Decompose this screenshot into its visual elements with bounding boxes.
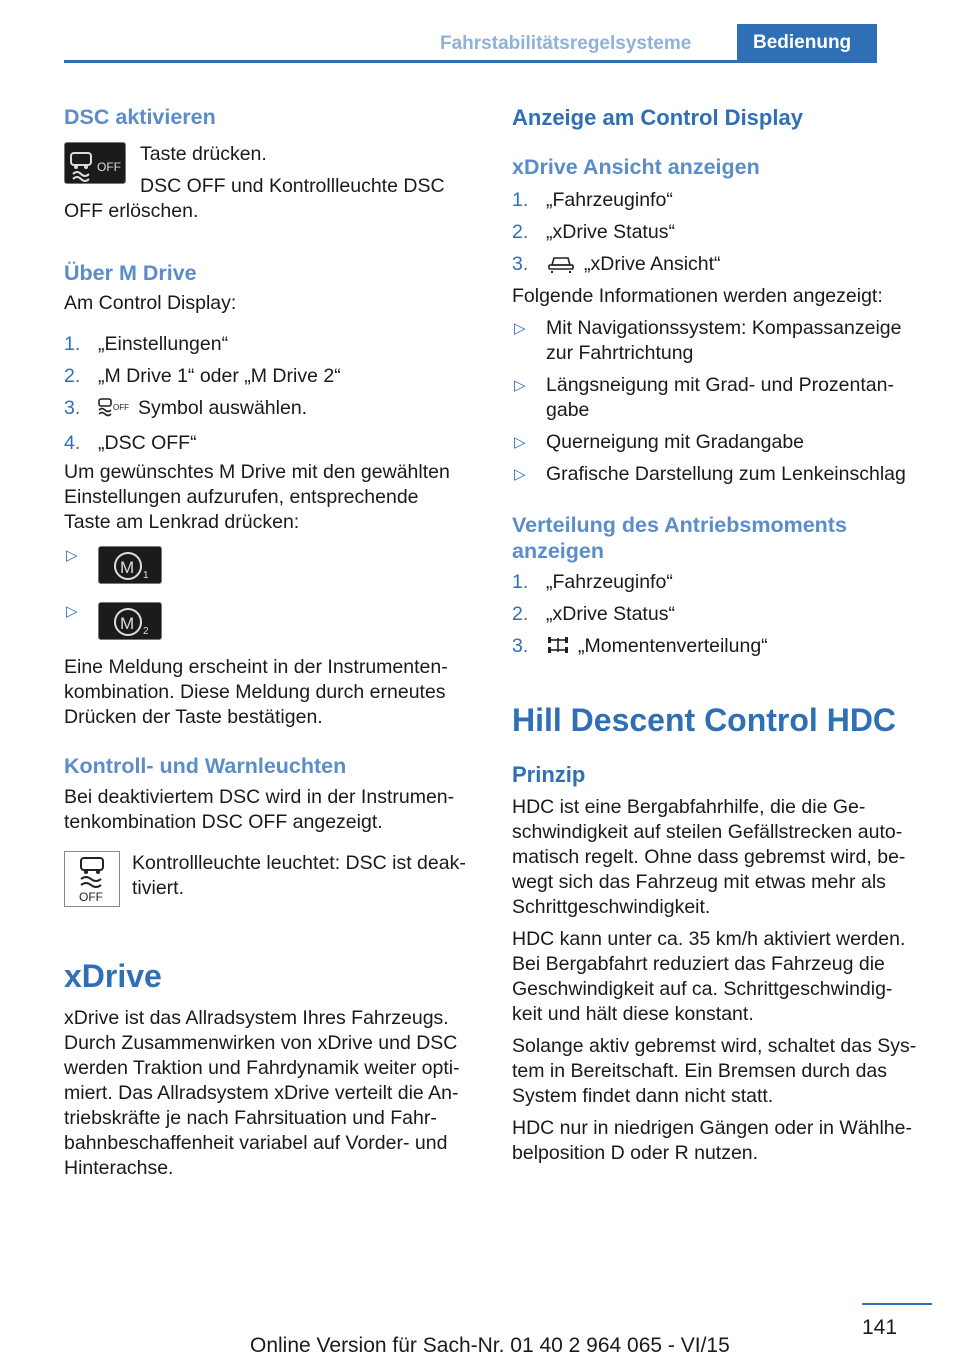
- running-header-section: Fahrstabilitätsregelsysteme: [440, 33, 692, 54]
- footer-version-text: Online Version für Sach-Nr. 01 40 2 964 065 - VI/15: [250, 1334, 730, 1357]
- dsc-heading: DSC aktivieren: [64, 105, 216, 129]
- dsc-off-button-icon: [64, 142, 126, 184]
- list-item: 3. OFF Symbol auswählen.: [64, 396, 476, 424]
- list-item: 1. „Einstellungen“: [64, 333, 229, 355]
- hdc-heading: Hill Descent Control HDC: [512, 702, 897, 738]
- svg-text:1: 1: [143, 570, 149, 581]
- mdrive-steps: [64, 332, 476, 456]
- m1-button-icon: [98, 546, 162, 584]
- dsc-step-text: Taste drücken.: [140, 143, 267, 165]
- dsc-result-line1: DSC OFF und Kontrollleuchte DSC: [140, 175, 445, 197]
- svg-text:OFF: OFF: [79, 890, 103, 904]
- hdc-paragraph-3: Solange aktiv gebremst wird, schaltet das Sys- tem in Bereitschaft. Ein Bremsen durch das System findet dann nicht statt.: [512, 1035, 917, 1107]
- bullet-triangle: ▷: [66, 603, 78, 620]
- mdrive-heading: Über M Drive: [64, 261, 197, 285]
- list-item: 2. „M Drive 1“ oder „M Drive 2“: [64, 365, 341, 387]
- dsc-off-indicator-icon: [64, 851, 120, 907]
- warn-text: Bei deaktiviertem DSC wird in der Instrumen- tenkombination DSC OFF angezeigt.: [64, 786, 455, 833]
- mdrive-intro: Am Control Display:: [64, 292, 237, 314]
- svg-text:M: M: [120, 614, 135, 633]
- hdc-paragraph-4: HDC nur in niedrigen Gängen oder in Wählhe- belposition D oder R nutzen.: [512, 1117, 912, 1164]
- svg-text:OFF: OFF: [97, 160, 121, 174]
- display-heading: Anzeige am Control Display: [512, 105, 803, 130]
- info-list: [512, 316, 928, 487]
- bullet-triangle: ▷: [66, 547, 78, 564]
- list-item: 2. „xDrive Status“: [512, 221, 675, 243]
- warn-indicator-text: Kontrollleuchte leuchtet: DSC ist deak- tiviert.: [132, 852, 466, 899]
- list-item: 3. „Momentenverteilung“: [512, 634, 928, 662]
- xdrive-text: xDrive ist das Allradsystem Ihres Fahrzeugs. Durch Zusammenwirken von xDrive und DSC werden Traktion und Fahrdynamik weiter opti- miert. Das Allradsystem xDrive verteilt die An- triebskräfte je nach Fahrsituation und Fahr- bahnbeschaffenheit variabel auf Vorder- und Hinterachse.: [64, 1007, 460, 1179]
- list-item: ▷ Grafische Darstellung zum Lenkeinschlag: [514, 463, 906, 485]
- svg-text:OFF: OFF: [113, 403, 129, 412]
- xview-steps: [512, 188, 928, 280]
- list-item: ▷ Längsneigung mit Grad- und Prozentan- gabe: [514, 374, 894, 421]
- mdrive-text: Um gewünschtes M Drive mit den gewählten Einstellungen aufzurufen, entsprechende Taste am Lenkrad drücken:: [64, 461, 450, 533]
- list-item: 4. „DSC OFF“: [64, 432, 197, 454]
- message-text: Eine Meldung erscheint in der Instrumenten- kombination. Diese Meldung durch erneutes Drücken der Taste bestätigen.: [64, 656, 448, 728]
- torque-distribution-icon: [546, 635, 570, 662]
- svg-text:2: 2: [143, 626, 149, 637]
- list-item: 3. „xDrive Ansicht“: [512, 252, 928, 280]
- info-intro: Folgende Informationen werden angezeigt:: [512, 285, 883, 307]
- header-rule: [64, 60, 877, 63]
- running-header-tab: Bedienung: [737, 24, 877, 62]
- dsc-off-symbol-icon: [98, 397, 132, 424]
- list-item: ▷ Mit Navigationssystem: Kompassanzeige zur Fahrtrichtung: [514, 317, 902, 364]
- list-item: 1. „Fahrzeuginfo“: [512, 189, 673, 211]
- principle-heading: Prinzip: [512, 762, 586, 787]
- hdc-paragraph-2: HDC kann unter ca. 35 km/h aktiviert werden. Bei Bergabfahrt reduziert das Fahrzeug die Geschwindigkeit auf ca. Schrittgeschwindig- keit und hält diese konstant.: [512, 928, 906, 1025]
- footer-rule: [862, 1303, 932, 1305]
- m2-button-icon: [98, 602, 162, 640]
- torque-heading: Verteilung des Antriebsmoments anzeigen: [512, 513, 847, 563]
- hdc-paragraph-1: HDC ist eine Bergabfahrhilfe, die die Ge- schwindigkeit auf steilen Gefällstrecken auto- matisch regelt. Ohne dass gebremst wird, be- wegt sich das Fahrzeug mit etwas mehr als Schrittgeschwindigkeit.: [512, 796, 906, 918]
- page-number: 141: [862, 1316, 898, 1339]
- xdrive-heading: xDrive: [64, 958, 162, 994]
- warn-heading: Kontroll- und Warnleuchten: [64, 754, 347, 778]
- list-item: 2. „xDrive Status“: [512, 603, 675, 625]
- dsc-result-line2: OFF erlöschen.: [64, 200, 199, 222]
- list-item: 1. „Fahrzeuginfo“: [512, 571, 673, 593]
- xview-heading: xDrive Ansicht anzeigen: [512, 155, 760, 179]
- svg-text:M: M: [120, 558, 135, 577]
- xdrive-view-icon: [546, 253, 576, 280]
- list-item: ▷ Querneigung mit Gradangabe: [514, 431, 805, 453]
- torque-steps: [512, 570, 928, 662]
